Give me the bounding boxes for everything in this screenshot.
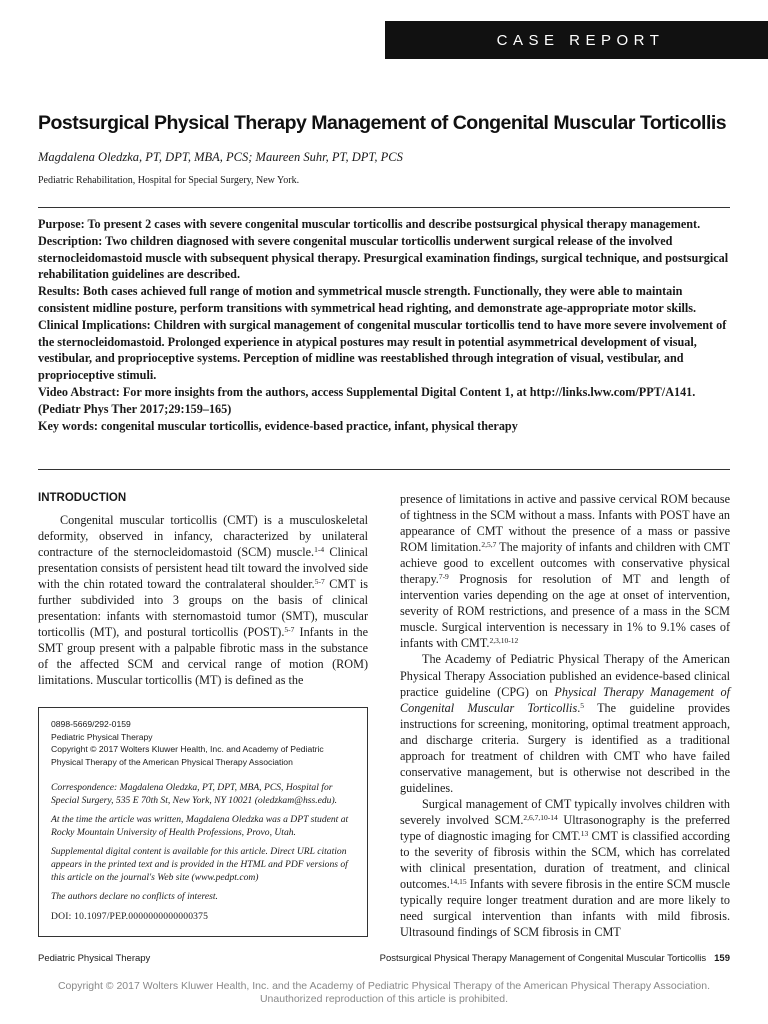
journal-name: Pediatric Physical Therapy xyxy=(51,731,153,742)
abstract-purpose: Purpose: To present 2 cases with severe congenital muscular torticollis and describe postsurgical physical therapy management. xyxy=(38,217,701,231)
left-column xyxy=(38,512,368,689)
citation: 5-7 xyxy=(284,625,295,635)
abstract-top-rule xyxy=(38,207,730,208)
article-info-box xyxy=(38,707,368,937)
body-paragraph: Surgical management of CMT typically involves children with severely involved SCM.$^{2,6,7,10-14}$ Ultrasonography is the preferred type of diagnostic imaging for CMT.$^{13}$ CMT is classified according to the severity of fibrosis within the SCM, which has correlated with clinical presentation, duration of treatment, and clinical outcomes.$^{14,15}$ Infants with severe fibrosis in the entire SCM muscle typically require longer treatment duration and are more likely to need surgical intervention than infants with mild fibrosis. Ultrasound findings of SCM fibrosis in CMT xyxy=(400,796,731,940)
abstract-keywords: Key words: congenital muscular torticollis, evidence-based practice, infant, physical therapy xyxy=(38,418,518,433)
case-report-banner: CASE REPORT xyxy=(385,21,768,59)
citation: 2,3,10-12 xyxy=(489,636,519,646)
conflicts-note: The authors declare no conflicts of interest. xyxy=(51,891,218,903)
abstract-bottom-rule xyxy=(38,469,730,470)
copyright-notice: Copyright © 2017 Wolters Kluwer Health, Inc. and Academy of Pediatric Physical Therapy of the American Physical Therapy Association xyxy=(51,744,324,767)
citation: 1-4 xyxy=(314,545,325,555)
citation: 2,5,7 xyxy=(481,540,497,550)
doi: DOI: 10.1097/PEP.0000000000000375 xyxy=(51,911,209,923)
author-note: At the time the article was written, Magdalena Oledzka was a DPT student at Rocky Mountain University of Health Professions, Provo, Utah. xyxy=(51,814,349,839)
footer-journal: Pediatric Physical Therapy xyxy=(38,953,151,964)
abstract xyxy=(38,216,730,434)
affiliation: Pediatric Rehabilitation, Hospital for Special Surgery, New York. xyxy=(38,175,300,186)
citation: 5-7 xyxy=(314,577,325,587)
page-number: 159 xyxy=(714,953,730,964)
abstract-video: Video Abstract: For more insights from the authors, access Supplemental Digital Content 1, at http://links.lww.com/PPT/A141. (Pediatr Phys Ther 2017;29:159–165) xyxy=(38,384,696,416)
supplemental-note: Supplemental digital content is available for this article. Direct URL citation appears in the printed text and is provided in the HTML and PDF versions of this article on the journal's Web site (www.pedpt.com) xyxy=(51,846,348,884)
body-paragraph: presence of limitations in active and passive cervical ROM because of tightness in the SCM without a mass. Infants with POST have an appearance of CMT without the presence of a mass or passive ROM limitation.$^{2,5,7}$ The majority of infants and children with CMT achieve good to excellent outcomes with conservative physical therapy.$^{7-9}$ Prognosis for resolution of MT and length of intervention varies depending on the age at onset of intervention, severity of ROM restrictions, and presence of a mass in the SCM muscle. Surgical intervention is necessary in 1% to 9.1% cases of infants with CMT.$^{2,3,10-12}$ xyxy=(400,492,730,651)
right-column xyxy=(400,491,730,940)
section-heading-introduction: INTRODUCTION xyxy=(38,492,127,504)
citation: 2,6,7,10-14 xyxy=(523,812,558,822)
issn: 0898-5669/292-0159 xyxy=(51,719,131,729)
abstract-results: Results: Both cases achieved full range of motion and symmetrical muscle strength. Functionally, they were able to maintain consistent midline posture, perform transitions with symmetrical head righting, and demonstrate age-appropriate motor skills. xyxy=(38,284,697,315)
abstract-description: Description: Two children diagnosed with severe congenital muscular torticollis underwent surgical release of the involved sternocleidomastoid muscle with subsequent physical therapy. Presurgical examination findings, surgical technique, and postsurgical rehabilitation guidelines are described. xyxy=(38,233,729,282)
citation: 14,15 xyxy=(449,877,467,887)
correspondence: Correspondence: Magdalena Oledzka, PT, DPT, MBA, PCS, Hospital for Special Surgery, 535 E 70th St, New York, NY 10021 (oledzkam@hss.edu). xyxy=(51,782,338,807)
abstract-implications: Clinical Implications: Children with surgical management of congenital muscular torticollis tend to have more severe involvement of the sternocleidomastoid. Prolonged experience in atypical postures may result in potential asymmetrical development of visual, vestibular, and proprioceptive systems. Perception of midline was reestablished through integration of visual, vestibular, and proprioceptive stimuli. xyxy=(38,317,727,383)
body-paragraph: The Academy of Pediatric Physical Therapy of the American Physical Therapy Association published an evidence-based clinical practice guideline (CPG) on Physical Therapy Management of Congenital Muscular Torticollis.$^5$ The guideline provides instructions for screening, monitoring, optimal treatment approach, and discharge criteria. Surgery is identified as a traditional approach for treatment of children with CMT who have failed conservative management, but is otherwise not described in the guidelines. xyxy=(400,652,730,795)
citation: 7-9 xyxy=(438,572,449,582)
intro-paragraph: Congenital muscular torticollis (CMT) is a musculoskeletal deformity, observed in infancy, characterized by unilateral contracture of the sternocleidomastoid (SCM) muscle.$^{1-4}$ Clinical presentation consists of persistent head tilt toward the involved side with the chin rotated toward the contralateral shoulder.$^{5-7}$ CMT is further subdivided into 3 groups on the basis of clinical presentation: infants with sternomastoid tumor (SMT), muscular torticollis (MT), and postural torticollis (POST).$^{5-7}$ Infants in the SMT group present with a palpable fibrotic mass in the substance of the affected SCM and cervical range of motion (ROM) limitations. Muscular torticollis (MT) is defined as the xyxy=(38,513,369,688)
copyright-footer: Copyright © 2017 Wolters Kluwer Health, Inc. and the Academy of Pediatric Physical Therapy of the American Physical Therapy Association. Unauthorized reproduction of this article is prohibited. xyxy=(57,980,711,1005)
article-title: Postsurgical Physical Therapy Management of Congenital Muscular Torticollis xyxy=(38,112,727,134)
citation: 13 xyxy=(580,828,589,838)
citation: 5 xyxy=(580,700,584,710)
author-list: Magdalena Oledzka, PT, DPT, MBA, PCS; Maureen Suhr, PT, DPT, PCS xyxy=(38,150,403,164)
footer-running-title: Postsurgical Physical Therapy Management of Congenital Muscular Torticollis 159 xyxy=(379,953,730,964)
